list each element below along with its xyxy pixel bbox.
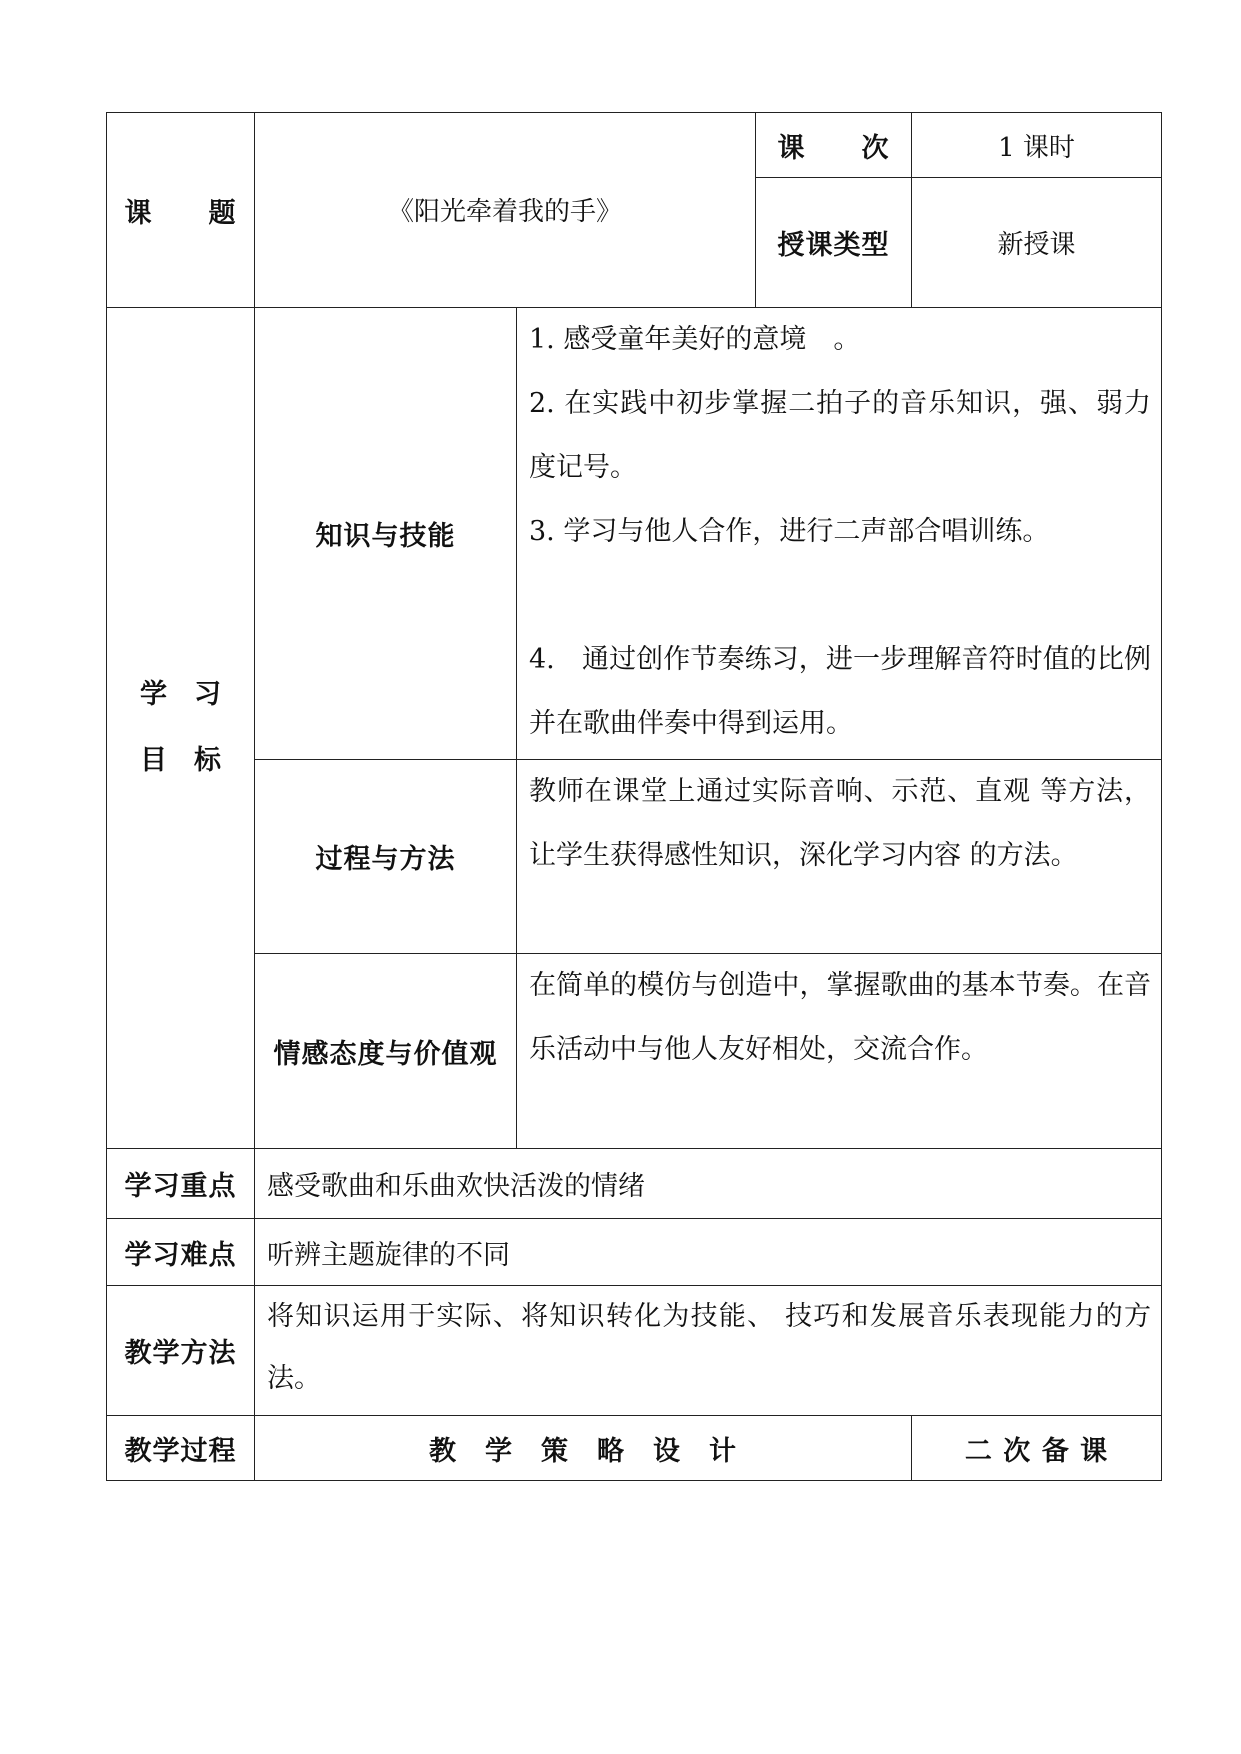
key-point-content: 感受歌曲和乐曲欢快活泼的情绪 [255, 1149, 1162, 1219]
second-prep-header: 二 次 备 课 [912, 1416, 1162, 1481]
lesson-type-label: 授课类型 [756, 178, 912, 308]
process-method-content: 教师在课堂上通过实际音响、示范、直观 等方法，让学生获得感性知识，深化学习内容 的方法。 [517, 760, 1162, 954]
objective-item: 2. 在实践中初步掌握二拍子的音乐知识，强、弱力度记号。 [529, 388, 1152, 483]
teaching-process-label: 教学过程 [107, 1416, 255, 1481]
topic-label: 课 题 [107, 113, 255, 308]
objectives-label-line1: 学 习 [140, 679, 221, 710]
lesson-type-value: 新授课 [912, 178, 1162, 308]
knowledge-skills-label: 知识与技能 [255, 308, 517, 760]
key-point-label: 学习重点 [107, 1149, 255, 1219]
objectives-label [107, 308, 255, 1149]
spacer [529, 564, 1151, 628]
topic-value: 《阳光牵着我的手》 [255, 113, 756, 308]
knowledge-skills-content [517, 308, 1162, 760]
objective-item: 4. 通过创作节奏练习，进一步理解音符时值的比例并在歌曲伴奏中得到运用。 [529, 644, 1152, 739]
objective-item: 3. 学习与他人合作，进行二声部合唱训练。 [529, 516, 1050, 547]
emotion-values-label: 情感态度与价值观 [255, 954, 517, 1149]
teaching-method-content: 将知识运用于实际、将知识转化为技能、 技巧和发展音乐表现能力的方法。 [255, 1286, 1162, 1416]
lesson-plan-table [106, 112, 1162, 1481]
process-method-label: 过程与方法 [255, 760, 517, 954]
difficulty-content: 听辨主题旋律的不同 [255, 1219, 1162, 1286]
strategy-design-header: 教 学 策 略 设 计 [255, 1416, 912, 1481]
teaching-method-label: 教学方法 [107, 1286, 255, 1416]
emotion-values-content: 在简单的模仿与创造中，掌握歌曲的基本节奏。在音乐活动中与他人友好相处，交流合作。 [517, 954, 1162, 1149]
difficulty-label: 学习难点 [107, 1219, 255, 1286]
session-value: 1 课时 [912, 113, 1162, 178]
objective-item: 1. 感受童年美好的意境 。 [529, 324, 861, 355]
session-label: 课 次 [756, 113, 912, 178]
objectives-label-line2: 目 标 [140, 745, 221, 776]
